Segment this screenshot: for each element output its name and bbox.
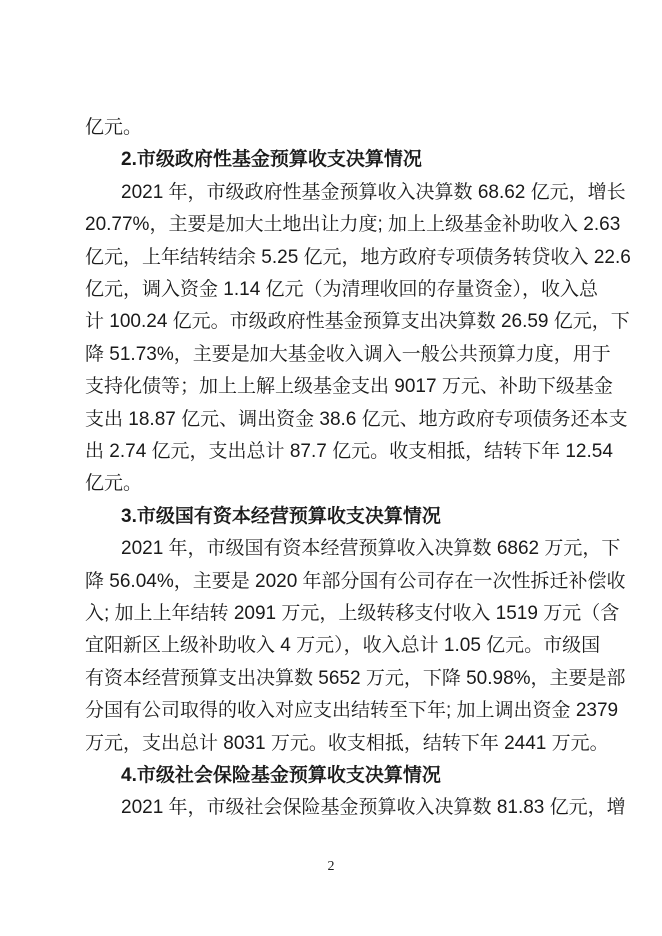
section-heading: 2.市级政府性基金预算收支决算情况 (121, 149, 422, 171)
text-line: 亿元，调入资金 1.14 亿元（为清理收回的存量资金），收入总 (85, 279, 599, 300)
text-line: 2021 年，市级国有资本经营预算收入决算数 6862 万元，下 (121, 538, 621, 560)
text-line: 降 56.04%，主要是 2020 年部分国有公司存在一次性拆迁补偿收 (85, 570, 626, 592)
text-line: 支出 18.87 亿元、调出资金 38.6 亿元、地方政府专项债务还本支 (85, 408, 628, 430)
section-heading: 4.市级社会保险基金预算收支决算情况 (121, 765, 441, 786)
text-line: 有资本经营预算支出决算数 5652 万元，下降 50.98%，主要是部 (85, 667, 626, 689)
text-line: 分国有公司取得的收入对应支出结转至下年; 加上调出资金 2379 (85, 700, 619, 722)
text-line: 宜阳新区上级补助收入 4 万元），收入总计 1.05 亿元。市级国 (85, 635, 601, 657)
text-line: 2021 年，市级政府性基金预算收入决算数 68.62 亿元，增长 (121, 181, 626, 203)
text-line: 2021 年，市级社会保险基金预算收入决算数 81.83 亿元，增 (121, 797, 626, 819)
text-line: 20.77%，主要是加大土地出让力度; 加上上级基金补助收入 2.63 (85, 214, 621, 236)
text-line: 亿元。 (85, 473, 143, 495)
section-heading: 3.市级国有资本经营预算收支决算情况 (121, 505, 441, 527)
text-line: 入; 加上上年结转 2091 万元，上级转移支付收入 1519 万元（含 (85, 603, 620, 624)
page-number: 2 (327, 859, 335, 874)
text-line: 支持化债等；加上上解上级基金支出 9017 万元、补助下级基金 (85, 376, 613, 398)
text-line: 万元，支出总计 8031 万元。收支相抵，结转下年 2441 万元。 (85, 732, 609, 754)
text-line: 亿元。 (85, 117, 143, 138)
text-line: 计 100.24 亿元。市级政府性基金预算支出决算数 26.59 亿元，下 (85, 311, 630, 333)
text-line: 亿元，上年结转结余 5.25 亿元，地方政府专项债务转贷收入 22.6 (85, 246, 631, 268)
text-line: 出 2.74 亿元，支出总计 87.7 亿元。收支相抵，结转下年 12.54 (85, 441, 613, 462)
text-line: 降 51.73%，主要是加大基金收入调入一般公共预算力度，用于 (85, 343, 611, 365)
